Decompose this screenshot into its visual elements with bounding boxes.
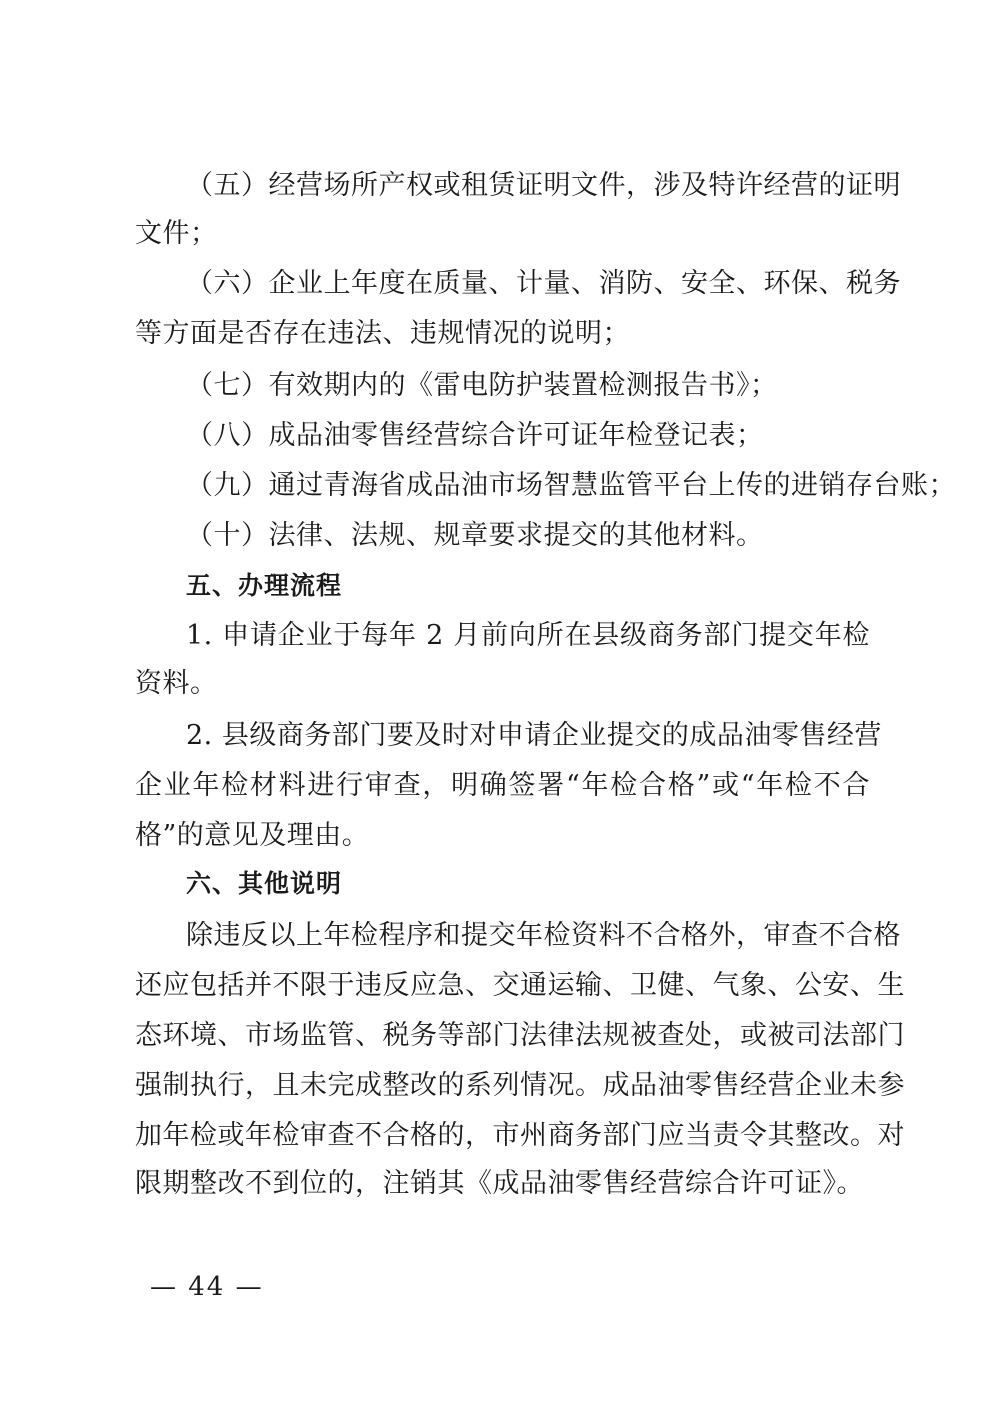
section-6-line-3: 态环境、市场监管、税务等部门法律法规被查处，或被司法部门 [135,1020,905,1051]
section-5-item-2-line-3: 格”的意见及理由。 [135,820,370,851]
section-6-heading: 六、其他说明 [186,869,343,898]
section-5-item-2-line-2: 企业年检材料进行审查，明确签署“年检合格”或“年检不合 [135,770,870,801]
section-5-heading: 五、办理流程 [186,571,343,600]
section-6-line-6: 限期整改不到位的，注销其《成品油零售经营综合许可证》。 [135,1168,864,1199]
paragraph-9-line: （九）通过青海省成品油市场智慧监管平台上传的进销存台账； [186,470,956,501]
paragraph-7-line: （七）有效期内的《雷电防护装置检测报告书》； [186,370,778,401]
paragraph-10-line: （十）法律、法规、规章要求提交的其他材料。 [186,520,764,551]
paragraph-6-line-2: 等方面是否存在违法、违规情况的说明； [135,318,630,349]
paragraph-6-line-1: （六）企业上年度在质量、计量、消防、安全、环保、税务 [186,268,901,299]
section-6-line-5: 加年检或年检审查不合格的，市州商务部门应当责令其整改。对 [135,1120,905,1151]
section-5-item-1-line-2: 资料。 [135,668,218,699]
section-5-item-1-line-1: 1. 申请企业于每年 2 月前向所在县级商务部门提交年检 [186,620,870,651]
paragraph-5-line-1: （五）经营场所产权或租赁证明文件，涉及特许经营的证明 [186,170,901,201]
section-6-line-4: 强制执行，且未完成整改的系列情况。成品油零售经营企业未参 [135,1070,905,1101]
page-number: — 44 — [150,1272,264,1302]
section-6-line-2: 还应包括并不限于违反应急、交通运输、卫健、气象、公安、生 [135,970,905,1001]
section-6-line-1: 除违反以上年检程序和提交年检资料不合格外，审查不合格 [186,920,901,951]
paragraph-8-line: （八）成品油零售经营综合许可证年检登记表； [186,420,764,451]
section-5-item-2-line-1: 2. 县级商务部门要及时对申请企业提交的成品油零售经营 [186,720,882,751]
paragraph-5-line-2: 文件； [135,218,218,249]
